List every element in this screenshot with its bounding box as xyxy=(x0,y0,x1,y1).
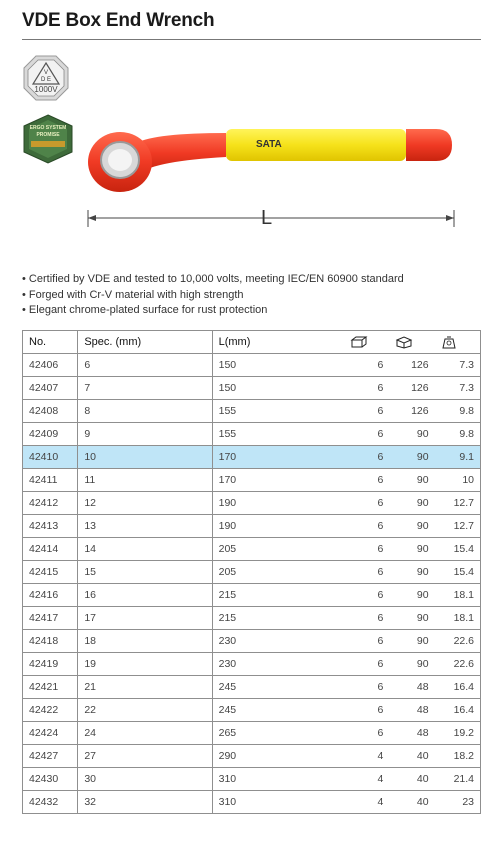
cell-weight: 21.4 xyxy=(435,768,481,791)
inner-box-icon xyxy=(350,336,368,348)
cell-inner-qty: 6 xyxy=(344,492,389,515)
cell-spec: 32 xyxy=(78,791,212,814)
table-row xyxy=(23,423,481,446)
brand-logo: SATA xyxy=(256,139,282,150)
header-length: L(mm) xyxy=(212,331,344,354)
cell-no: 42419 xyxy=(23,653,78,676)
cell-inner-qty: 6 xyxy=(344,584,389,607)
cell-no: 42411 xyxy=(23,469,78,492)
vde-top-letter: V xyxy=(43,70,49,76)
cell-weight: 7.3 xyxy=(435,377,481,400)
shield-badge-icon xyxy=(22,114,74,164)
cell-inner-qty: 6 xyxy=(344,722,389,745)
cell-length: 190 xyxy=(212,492,344,515)
cell-carton-qty: 90 xyxy=(389,446,434,469)
cell-no: 42424 xyxy=(23,722,78,745)
cell-weight: 12.7 xyxy=(435,515,481,538)
cell-no: 42427 xyxy=(23,745,78,768)
cell-inner-qty: 6 xyxy=(344,377,389,400)
cell-carton-qty: 90 xyxy=(389,515,434,538)
table-row xyxy=(23,492,481,515)
cell-carton-qty: 126 xyxy=(389,400,434,423)
cell-carton-qty: 90 xyxy=(389,423,434,446)
weight-icon xyxy=(441,336,457,349)
cell-length: 290 xyxy=(212,745,344,768)
cell-spec: 12 xyxy=(78,492,212,515)
cell-length: 190 xyxy=(212,515,344,538)
cell-no: 42432 xyxy=(23,791,78,814)
cell-no: 42408 xyxy=(23,400,78,423)
table-row xyxy=(23,607,481,630)
cell-weight: 18.1 xyxy=(435,607,481,630)
table-row xyxy=(23,515,481,538)
cell-inner-qty: 6 xyxy=(344,515,389,538)
cell-length: 215 xyxy=(212,584,344,607)
cell-length: 205 xyxy=(212,561,344,584)
cell-weight: 19.2 xyxy=(435,722,481,745)
wrench-illustration xyxy=(76,115,476,235)
cell-length: 170 xyxy=(212,446,344,469)
cell-length: 310 xyxy=(212,791,344,814)
feature-item: • Certified by VDE and tested to 10,000 volts, meeting IEC/EN 60900 standard xyxy=(22,272,404,288)
table-body xyxy=(23,354,481,814)
cell-carton-qty: 40 xyxy=(389,745,434,768)
shield-badge-text: ERGO SYSTEM PROMISE xyxy=(29,125,67,138)
vde-certification-icon xyxy=(22,54,70,102)
cell-weight: 12.7 xyxy=(435,492,481,515)
cell-no: 42418 xyxy=(23,630,78,653)
cell-spec: 8 xyxy=(78,400,212,423)
cell-spec: 17 xyxy=(78,607,212,630)
table-row xyxy=(23,653,481,676)
cell-spec: 18 xyxy=(78,630,212,653)
cell-weight: 18.1 xyxy=(435,584,481,607)
cell-weight: 22.6 xyxy=(435,653,481,676)
cell-carton-qty: 90 xyxy=(389,584,434,607)
cell-carton-qty: 90 xyxy=(389,538,434,561)
header-inner-box xyxy=(344,331,389,354)
cell-weight: 23 xyxy=(435,791,481,814)
cell-carton-qty: 48 xyxy=(389,699,434,722)
cell-length: 155 xyxy=(212,400,344,423)
table-row xyxy=(23,745,481,768)
cell-inner-qty: 6 xyxy=(344,354,389,377)
cell-spec: 11 xyxy=(78,469,212,492)
cell-length: 155 xyxy=(212,423,344,446)
cell-inner-qty: 6 xyxy=(344,400,389,423)
table-row xyxy=(23,561,481,584)
feature-item: • Elegant chrome-plated surface for rust protection xyxy=(22,303,404,319)
cell-inner-qty: 6 xyxy=(344,561,389,584)
cell-length: 215 xyxy=(212,607,344,630)
cell-spec: 6 xyxy=(78,354,212,377)
cell-carton-qty: 48 xyxy=(389,722,434,745)
cell-weight: 9.8 xyxy=(435,423,481,446)
cell-carton-qty: 90 xyxy=(389,561,434,584)
header-weight xyxy=(435,331,481,354)
cell-carton-qty: 90 xyxy=(389,607,434,630)
table-row xyxy=(23,630,481,653)
cell-inner-qty: 4 xyxy=(344,791,389,814)
cell-inner-qty: 6 xyxy=(344,446,389,469)
cell-spec: 30 xyxy=(78,768,212,791)
title-divider xyxy=(22,39,481,40)
header-carton xyxy=(389,331,434,354)
cell-weight: 16.4 xyxy=(435,699,481,722)
cell-spec: 22 xyxy=(78,699,212,722)
cell-spec: 16 xyxy=(78,584,212,607)
table-row xyxy=(23,768,481,791)
cell-carton-qty: 48 xyxy=(389,676,434,699)
cell-no: 42412 xyxy=(23,492,78,515)
table-row xyxy=(23,538,481,561)
cell-length: 150 xyxy=(212,354,344,377)
cell-inner-qty: 4 xyxy=(344,745,389,768)
feature-list xyxy=(22,272,404,319)
cell-no: 42410 xyxy=(23,446,78,469)
vde-voltage-label: 1000V xyxy=(34,85,58,94)
cell-length: 170 xyxy=(212,469,344,492)
cell-carton-qty: 126 xyxy=(389,354,434,377)
cell-no: 42414 xyxy=(23,538,78,561)
cell-weight: 15.4 xyxy=(435,561,481,584)
cell-weight: 16.4 xyxy=(435,676,481,699)
cell-inner-qty: 6 xyxy=(344,676,389,699)
cell-spec: 24 xyxy=(78,722,212,745)
cell-length: 230 xyxy=(212,630,344,653)
table-header-row xyxy=(23,331,481,354)
cell-inner-qty: 6 xyxy=(344,469,389,492)
cell-length: 245 xyxy=(212,676,344,699)
cell-spec: 21 xyxy=(78,676,212,699)
cell-carton-qty: 90 xyxy=(389,469,434,492)
table-row xyxy=(23,584,481,607)
cell-weight: 7.3 xyxy=(435,354,481,377)
table-row xyxy=(23,377,481,400)
cell-no: 42422 xyxy=(23,699,78,722)
cell-inner-qty: 6 xyxy=(344,630,389,653)
length-dimension-label: L xyxy=(261,207,273,229)
table-row xyxy=(23,699,481,722)
cell-carton-qty: 126 xyxy=(389,377,434,400)
table-row xyxy=(23,400,481,423)
table-row xyxy=(23,469,481,492)
cell-spec: 10 xyxy=(78,446,212,469)
cell-no: 42421 xyxy=(23,676,78,699)
cell-inner-qty: 6 xyxy=(344,423,389,446)
cell-no: 42407 xyxy=(23,377,78,400)
table-row xyxy=(23,446,481,469)
cell-carton-qty: 40 xyxy=(389,791,434,814)
vde-mid-letters: D E xyxy=(40,77,52,83)
cell-spec: 27 xyxy=(78,745,212,768)
cell-carton-qty: 40 xyxy=(389,768,434,791)
feature-item: • Forged with Cr-V material with high strength xyxy=(22,288,404,304)
cell-inner-qty: 6 xyxy=(344,699,389,722)
cell-inner-qty: 6 xyxy=(344,607,389,630)
cell-spec: 14 xyxy=(78,538,212,561)
cell-spec: 7 xyxy=(78,377,212,400)
spec-table xyxy=(22,330,481,814)
cell-spec: 13 xyxy=(78,515,212,538)
cell-spec: 15 xyxy=(78,561,212,584)
cell-carton-qty: 90 xyxy=(389,630,434,653)
page-title: VDE Box End Wrench xyxy=(22,10,215,31)
table-row xyxy=(23,722,481,745)
cell-weight: 18.2 xyxy=(435,745,481,768)
cell-no: 42413 xyxy=(23,515,78,538)
cell-inner-qty: 4 xyxy=(344,768,389,791)
cell-no: 42430 xyxy=(23,768,78,791)
table-row xyxy=(23,354,481,377)
cell-weight: 9.1 xyxy=(435,446,481,469)
table-row xyxy=(23,676,481,699)
table-row xyxy=(23,791,481,814)
cell-length: 265 xyxy=(212,722,344,745)
cell-length: 205 xyxy=(212,538,344,561)
cell-spec: 19 xyxy=(78,653,212,676)
cell-no: 42416 xyxy=(23,584,78,607)
cell-weight: 22.6 xyxy=(435,630,481,653)
cell-no: 42409 xyxy=(23,423,78,446)
cell-no: 42415 xyxy=(23,561,78,584)
cell-no: 42417 xyxy=(23,607,78,630)
header-no: No. xyxy=(23,331,78,354)
cell-carton-qty: 90 xyxy=(389,492,434,515)
cell-inner-qty: 6 xyxy=(344,653,389,676)
cell-length: 310 xyxy=(212,768,344,791)
cell-carton-qty: 90 xyxy=(389,653,434,676)
cell-weight: 10 xyxy=(435,469,481,492)
cell-inner-qty: 6 xyxy=(344,538,389,561)
cell-no: 42406 xyxy=(23,354,78,377)
cell-length: 230 xyxy=(212,653,344,676)
cell-weight: 15.4 xyxy=(435,538,481,561)
carton-icon xyxy=(395,336,413,349)
cell-spec: 9 xyxy=(78,423,212,446)
cell-length: 245 xyxy=(212,699,344,722)
cell-length: 150 xyxy=(212,377,344,400)
header-spec: Spec. (mm) xyxy=(78,331,212,354)
cell-weight: 9.8 xyxy=(435,400,481,423)
